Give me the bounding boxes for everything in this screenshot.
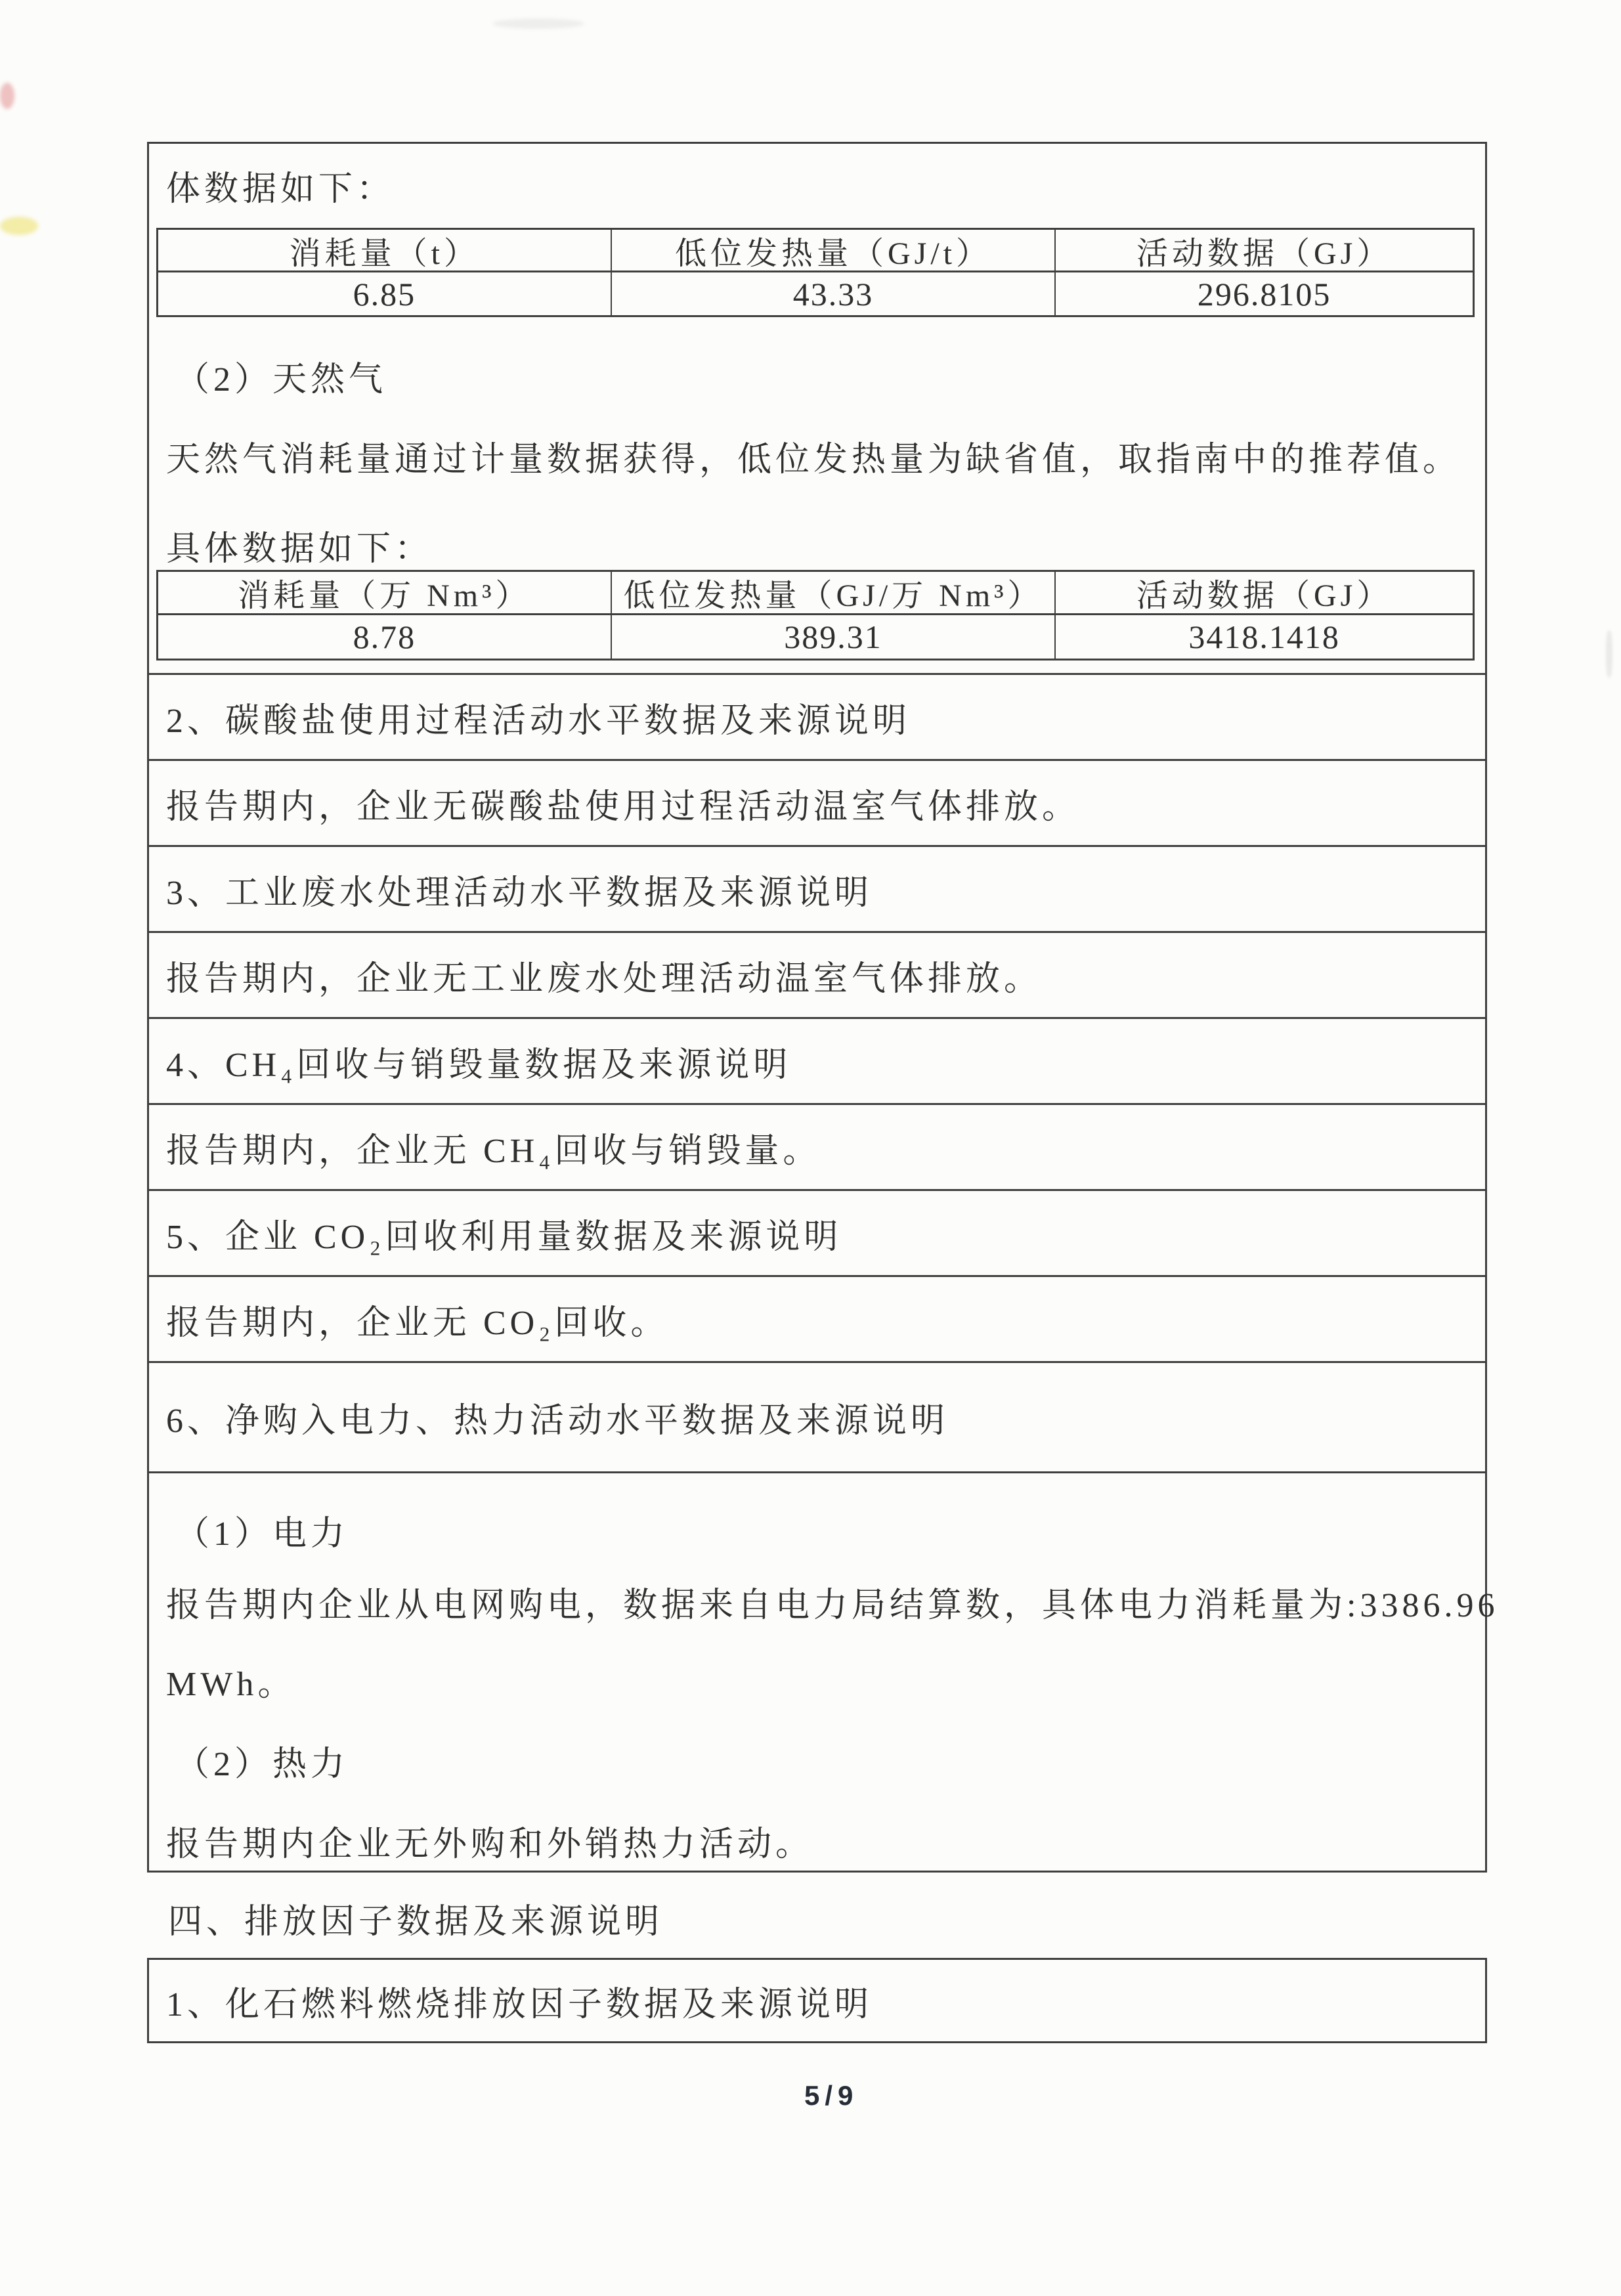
section-heading-row-ch4	[149, 1017, 1485, 1103]
electricity-line-1: 报告期内企业从电网购电，数据来自电力局结算数，具体电力消耗量为:3386.96	[166, 1587, 1499, 1624]
section-heading: 4、CH₄回收与销毁量数据及来源说明	[166, 1046, 792, 1084]
gas-subheading: （2）天然气	[175, 361, 387, 399]
section-body-row-carbonate	[149, 759, 1485, 845]
section-heading: 5、企业 CO₂回收利用量数据及来源说明	[166, 1218, 842, 1256]
table-value-cell: 43.33	[612, 272, 1056, 315]
section-body: 报告期内，企业无 CO₂回收。	[166, 1304, 669, 1342]
gas-description: 天然气消耗量通过计量数据获得，低位发热量为缺省值，取指南中的推荐值。	[166, 441, 1461, 479]
chapter-4-heading: 四、排放因子数据及来源说明	[168, 1903, 664, 1941]
section-body: 报告期内，企业无碳酸盐使用过程活动温室气体排放。	[166, 788, 1081, 826]
power-heat-row	[149, 1471, 1499, 1874]
table-header-row	[158, 572, 1473, 615]
section-heading-row-co2	[149, 1189, 1485, 1275]
table-header-row	[158, 230, 1473, 272]
section-body-row-wastewater	[149, 931, 1485, 1017]
table-value-cell: 389.31	[612, 615, 1056, 659]
scan-artifact-yellow	[0, 217, 38, 235]
table-value-row	[158, 615, 1473, 659]
main-table	[147, 142, 1499, 1873]
table-header-cell: 消耗量（t）	[158, 230, 612, 271]
table-value-cell: 296.8105	[1197, 275, 1331, 313]
heat-line: 报告期内企业无外购和外销热力活动。	[166, 1826, 814, 1863]
fuel-detail-row	[149, 144, 1485, 673]
section-body: 报告期内，企业无 CH₄回收与销毁量。	[166, 1132, 821, 1170]
table-header-cell: 低位发热量（GJ/t）	[612, 230, 1056, 271]
gas-data-intro: 具体数据如下：	[166, 531, 433, 568]
table-header-cell: 活动数据（GJ）	[1136, 236, 1393, 271]
table-value-row	[158, 272, 1473, 315]
section-heading-row-carbonate	[149, 673, 1485, 759]
table-value-cell: 3418.1418	[1188, 618, 1340, 655]
section-heading: 3、工业废水处理活动水平数据及来源说明	[166, 874, 873, 912]
section-heading: 6、净购入电力、热力活动水平数据及来源说明	[166, 1402, 949, 1440]
fuel-oil-table	[156, 228, 1475, 317]
electricity-line-2: MWh。	[166, 1666, 296, 1703]
section-body-row-co2	[149, 1275, 1485, 1361]
heat-subheading: （2）热力	[175, 1746, 349, 1783]
page-number: 5/9	[804, 2080, 859, 2111]
emission-factor-table	[147, 1958, 1487, 2043]
table-header-cell: 消耗量（万 Nm³）	[158, 572, 612, 613]
section-body-row-ch4	[149, 1103, 1485, 1189]
scan-artifact-gray-right	[1606, 630, 1612, 678]
section-heading-row-wastewater	[149, 845, 1485, 931]
electricity-subheading: （1）电力	[175, 1515, 349, 1553]
section-body: 报告期内，企业无工业废水处理活动温室气体排放。	[166, 960, 1043, 998]
table-header-cell: 活动数据（GJ）	[1136, 578, 1393, 613]
section-heading: 2、碳酸盐使用过程活动水平数据及来源说明	[166, 702, 911, 740]
table-value-cell: 6.85	[158, 272, 612, 315]
scan-artifact-pink	[0, 83, 14, 109]
intro-line: 体数据如下：	[166, 171, 395, 208]
table-header-cell: 低位发热量（GJ/万 Nm³）	[612, 572, 1056, 613]
section-heading-row-power	[149, 1361, 1485, 1471]
table-value-cell: 8.78	[158, 615, 612, 659]
scan-artifact-gray	[492, 18, 584, 29]
emission-factor-heading: 1、化石燃料燃烧排放因子数据及来源说明	[166, 1985, 873, 2024]
natural-gas-table	[156, 570, 1475, 661]
